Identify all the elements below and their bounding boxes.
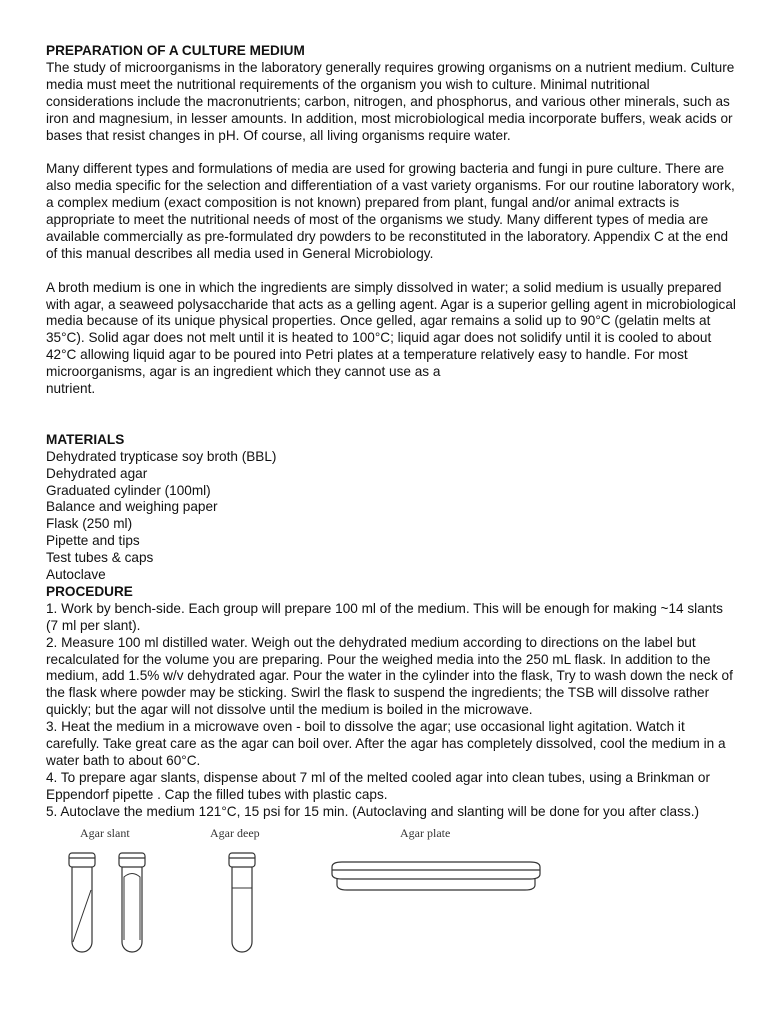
materials-item: Dehydrated agar (46, 465, 148, 481)
materials-item: Flask (250 ml) (46, 516, 133, 532)
agar-petri-plate (332, 862, 540, 890)
materials-item: Test tubes & caps (46, 550, 154, 566)
materials-item: Dehydrated trypticase soy broth (BBL) (46, 448, 277, 464)
intro-paragraph-3: A broth medium is one in which the ingredients are simply dissolved in water; a solid medium is usually prepared with agar, a seaweed polysaccharide that acts as a gelling agent. Agar is a superior gelling agent in microbiological media because of its unique physical properties. Once gelled, agar remains a solid up to 90°C (gelatin melts at 35°C). Solid agar does not melt until it is heated to 100°C; liquid agar does not solidify until it is cooled to about 42°C allowing liquid agar to be poured into Petri plates at a temperature relatively easy to handle. For most microorganisms, agar is an ingredient which they cannot use as a (46, 279, 736, 380)
agar-deep-caption: Agar deep (210, 826, 260, 840)
agar-slant-tube-1 (69, 853, 95, 952)
materials-item: Pipette and tips (46, 533, 140, 549)
paragraph-gap (46, 144, 736, 161)
procedure-step-1: 1. Work by bench-side. Each group will prepare 100 ml of the medium. This will be enough for making ~14 slants (7 ml per slant). (46, 600, 723, 633)
procedure-step-3: 3. Heat the medium in a microwave oven - boil to dissolve the agar; use occasional light agitation. Watch it carefully. Take great care as the agar can boil over. After the agar has completely dissolved, cool the medium in a water bath to about 60°C. (46, 719, 726, 769)
materials-item: Balance and weighing paper (46, 499, 218, 515)
procedure-step-5: 5. Autoclave the medium 121°C, 15 psi for 15 min. (Autoclaving and slanting will be done for you after class.) (46, 803, 699, 819)
materials-item: Autoclave (46, 567, 106, 583)
intro-paragraph-1: The study of microorganisms in the laboratory generally requires growing organisms on a nutrient medium. Culture media must meet the nutritional requirements of the organism you wish to culture. Minimal nutritional considerations include the macronutrients; carbon, nitrogen, and phosphorus, and various other minerals, such as iron and magnesium, in lesser amounts. In addition, most microbiological media incorporate buffers, weak acids or bases that resist changes in pH. Of course, all living organisms require water. (46, 59, 735, 143)
agar-slant-tube-2 (119, 853, 145, 952)
culture-media-drawings (46, 822, 596, 972)
intro-paragraph-3-tail: nutrient. (46, 381, 96, 397)
culture-media-figure (46, 822, 596, 972)
materials-heading: MATERIALS (46, 431, 125, 447)
procedure-step-2: 2. Measure 100 ml distilled water. Weigh out the dehydrated medium according to directions on the label but recalculated for the volume you are preparing. Pour the weighed media into the 250 mL flask. In addition to the medium, add 1.5% w/v dehydrated agar. Pour the water in the cylinder into the flask, Try to wash down the neck of the flask where powder may be sticking. Swirl the flask to suspend the ingredients; the TSB will dissolve rather quickly; but the agar will not dissolve until the medium is boiled in the microwave. (46, 634, 733, 718)
agar-deep-tube (229, 853, 255, 952)
procedure-step-4: 4. To prepare agar slants, dispense about 7 ml of the melted cooled agar into clean tubes, using a Brinkman or Eppendorf pipette . Cap the filled tubes with plastic caps. (46, 769, 710, 802)
document-page (46, 43, 736, 821)
document-title: PREPARATION OF A CULTURE MEDIUM (46, 43, 305, 58)
agar-slant-caption: Agar slant (80, 826, 130, 840)
materials-list (46, 449, 736, 584)
paragraph-gap (46, 263, 736, 280)
materials-item: Graduated cylinder (100ml) (46, 482, 211, 498)
procedure-heading: PROCEDURE (46, 583, 133, 599)
section-gap (46, 398, 736, 432)
agar-plate-caption: Agar plate (400, 826, 451, 840)
intro-paragraph-2: Many different types and formulations of media are used for growing bacteria and fungi in pure culture. There are also media specific for the selection and differentiation of a vast variety organisms. For our routine laboratory work, a complex medium (exact composition is not known) prepared from plant, fungal and/or animal extracts is appropriate to meet the nutritional needs of most of the organisms we study. Many different types of media are available commercially as pre-formulated dry powders to be reconstituted in the laboratory. Appendix C at the end of this manual describes all media used in General Microbiology. (46, 161, 735, 261)
